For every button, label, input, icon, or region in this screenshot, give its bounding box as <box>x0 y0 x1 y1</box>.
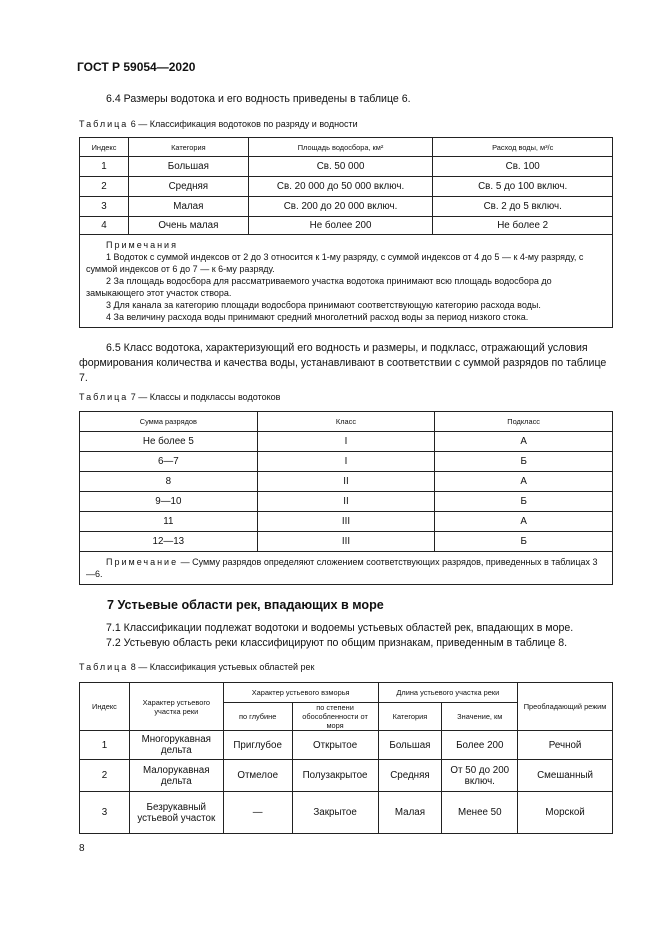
table-cell: 9—10 <box>80 492 258 512</box>
table7-header-cell: Подкласс <box>435 412 613 432</box>
table-row <box>80 492 613 512</box>
table-cell: Св. 200 до 20 000 включ. <box>248 197 433 217</box>
note-item: 2 За площадь водосбора для рассматриваемого участка водотока принимают всю площадь водосбора до замыкающего этот участок створа. <box>86 276 552 298</box>
table7-note <box>80 552 613 585</box>
table-cell: Св. 20 000 до 50 000 включ. <box>248 177 433 197</box>
paragraph-6-5: 6.5 Класс водотока, характеризующий его водность и размеры, и подкласс, отражающий условия формирования количества и качества воды, устанавливают в соответствии с суммой разрядов по таблице 7. <box>79 342 607 384</box>
table-cell: Открытое <box>292 731 378 760</box>
table-cell: Смешанный <box>518 760 613 792</box>
table-cell: Речной <box>518 731 613 760</box>
table-cell: А <box>435 512 613 532</box>
table-cell: Не более 5 <box>80 432 258 452</box>
standard-header: ГОСТ Р 59054—2020 <box>77 60 196 74</box>
table-cell: Не более 2 <box>433 217 613 235</box>
table-row <box>80 760 613 792</box>
table8-header-index: Индекс <box>80 683 130 731</box>
table-cell: 11 <box>80 512 258 532</box>
table-row <box>80 452 613 472</box>
paragraph-7-1: 7.1 Классификации подлежат водотоки и водоемы устьевых областей рек, впадающих в море. <box>106 622 574 634</box>
table-row <box>80 157 613 177</box>
table-cell: Отмелое <box>223 760 292 792</box>
note-item: 3 Для канала за категорию площади водосбора принимают соответствующую категорию расхода воды. <box>106 300 541 310</box>
note-text: — Сумму разрядов определяют сложением соответствующих разрядов, приведенных в таблицах 3—6. <box>86 557 598 579</box>
page-number: 8 <box>79 843 85 854</box>
table-cell: 3 <box>80 792 130 834</box>
table6-notes <box>80 235 613 328</box>
table-cell: 2 <box>80 760 130 792</box>
table-cell: 8 <box>80 472 258 492</box>
table-cell: Св. 2 до 5 включ. <box>433 197 613 217</box>
table-cell: От 50 до 200 включ. <box>442 760 518 792</box>
table-cell: 4 <box>80 217 129 235</box>
table-cell: II <box>257 492 435 512</box>
table-cell: Б <box>435 492 613 512</box>
table-cell: 12—13 <box>80 532 258 552</box>
table-cell: Многорукавная дельта <box>129 731 223 760</box>
table-cell: Очень малая <box>128 217 248 235</box>
table-cell: 1 <box>80 731 130 760</box>
table7-caption <box>79 392 280 402</box>
table8-header-length: Длина устьевого участка реки <box>378 683 518 703</box>
table-cell: Малорукавная дельта <box>129 760 223 792</box>
section-7-heading: 7 Устьевые области рек, впадающих в море <box>107 598 384 612</box>
table-cell: Б <box>435 452 613 472</box>
table8-header-value: Значение, км <box>442 703 518 731</box>
table6-notes-row <box>80 235 613 328</box>
table-cell: 1 <box>80 157 129 177</box>
table6-caption <box>79 119 358 129</box>
table-7 <box>79 411 613 585</box>
table-cell: Средняя <box>128 177 248 197</box>
table6-header-cell: Индекс <box>80 138 129 157</box>
note-item: 1 Водоток с суммой индексов от 2 до 3 относится к 1-му разряду, с суммой индексов от 4 до 5 — к 4-му разряду, с суммой индексов от 6 до 7 — к 6-му разряду. <box>86 252 584 274</box>
table8-caption-text: 8 — Классификация устьевых областей рек <box>128 662 315 672</box>
table6-header-cell: Площадь водосбора, км² <box>248 138 433 157</box>
table-cell: Не более 200 <box>248 217 433 235</box>
table8-header-isolation: по степени обособленности от моря <box>292 703 378 731</box>
table6-header-cell: Категория <box>128 138 248 157</box>
table-cell: Малая <box>378 792 442 834</box>
table-cell: III <box>257 532 435 552</box>
table6-caption-prefix: Таблица <box>79 119 129 129</box>
table7-caption-text: 7 — Классы и подклассы водотоков <box>128 392 281 402</box>
table-cell: Св. 50 000 <box>248 157 433 177</box>
table7-header-cell: Сумма разрядов <box>80 412 258 432</box>
table-cell: Более 200 <box>442 731 518 760</box>
table-cell: Морской <box>518 792 613 834</box>
paragraph-6-4: 6.4 Размеры водотока и его водность приведены в таблице 6. <box>106 93 411 105</box>
table-cell: Б <box>435 532 613 552</box>
table-cell: 3 <box>80 197 129 217</box>
table-row <box>80 792 613 834</box>
table-cell: Полузакрытое <box>292 760 378 792</box>
table-cell: Приглубое <box>223 731 292 760</box>
table8-header-category: Категория <box>378 703 442 731</box>
table-cell: Менее 50 <box>442 792 518 834</box>
table8-header-character: Характер устьевого участка реки <box>129 683 223 731</box>
table-cell: III <box>257 512 435 532</box>
table-cell: I <box>257 432 435 452</box>
table-cell: Закрытое <box>292 792 378 834</box>
table7-header-cell: Класс <box>257 412 435 432</box>
note-title: Примечание <box>106 557 179 567</box>
table-row <box>80 532 613 552</box>
table-cell: Св. 100 <box>433 157 613 177</box>
table8-header-sea: Характер устьевого взморья <box>223 683 378 703</box>
table-cell: Св. 5 до 100 включ. <box>433 177 613 197</box>
table-cell: — <box>223 792 292 834</box>
table-row <box>80 432 613 452</box>
table8-header-regime: Преобладающий режим <box>518 683 613 731</box>
table8-caption-prefix: Таблица <box>79 662 129 672</box>
table-cell: Безрукавный устьевой участок <box>129 792 223 834</box>
table-cell: I <box>257 452 435 472</box>
note-item: 4 За величину расхода воды принимают средний многолетний расход воды за период низкого стока. <box>106 312 529 322</box>
table-cell: 6—7 <box>80 452 258 472</box>
table-row <box>80 177 613 197</box>
table-cell: 2 <box>80 177 129 197</box>
notes-title: Примечания <box>106 240 178 250</box>
paragraph-7-2: 7.2 Устьевую область реки классифицируют по общим признакам, приведенным в таблице 8. <box>106 637 568 649</box>
table-8 <box>79 682 613 834</box>
table7-note-row <box>80 552 613 585</box>
table8-header-depth: по глубине <box>223 703 292 731</box>
table-cell: Большая <box>128 157 248 177</box>
table-row <box>80 731 613 760</box>
table8-caption <box>79 662 314 672</box>
table6-caption-text: 6 — Классификация водотоков по разряду и водности <box>128 119 358 129</box>
table-row <box>80 217 613 235</box>
table-cell: Малая <box>128 197 248 217</box>
table-cell: Средняя <box>378 760 442 792</box>
table-cell: Большая <box>378 731 442 760</box>
table-cell: А <box>435 432 613 452</box>
table-cell: II <box>257 472 435 492</box>
table-row <box>80 472 613 492</box>
table-cell: А <box>435 472 613 492</box>
table7-caption-prefix: Таблица <box>79 392 129 402</box>
table-6 <box>79 137 613 328</box>
table-row <box>80 197 613 217</box>
table6-header-cell: Расход воды, м³/с <box>433 138 613 157</box>
table-row <box>80 512 613 532</box>
